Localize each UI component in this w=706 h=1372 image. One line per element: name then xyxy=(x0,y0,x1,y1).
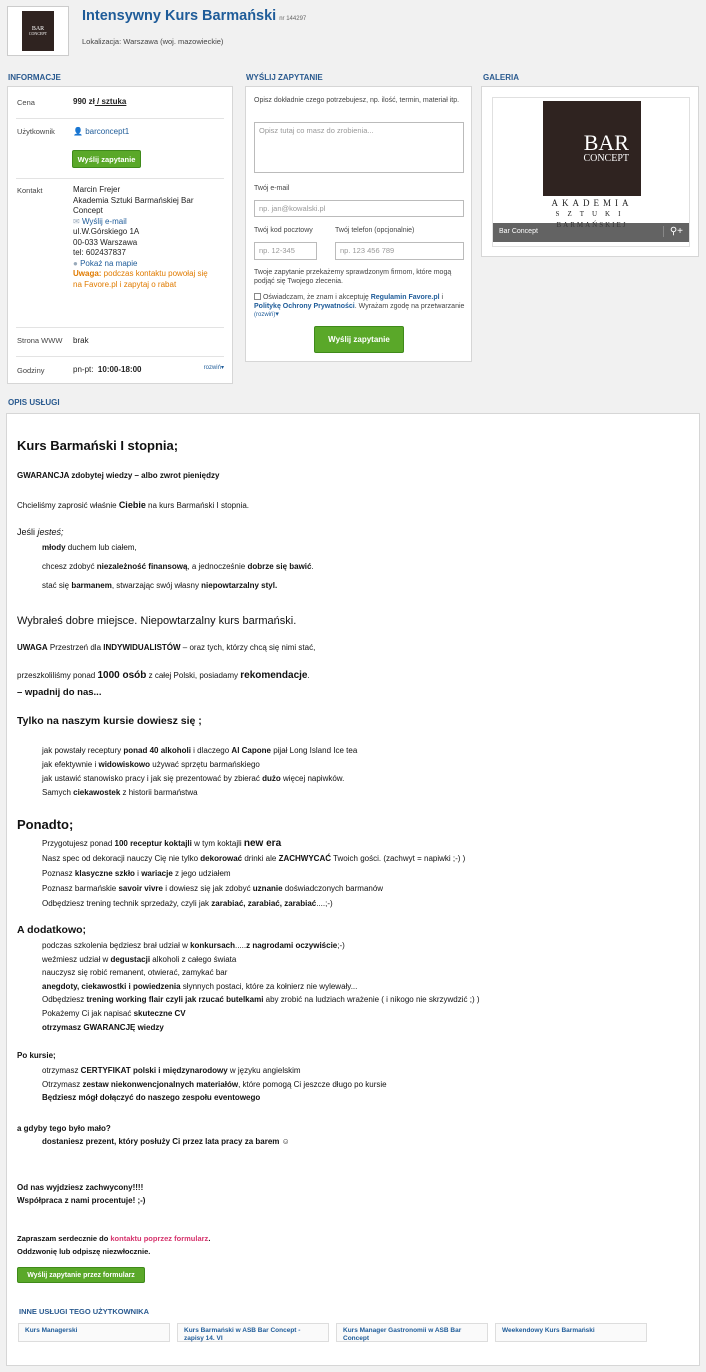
send-email-link[interactable]: ✉ Wyślij e-mail xyxy=(73,216,127,226)
location-text: Lokalizacja: Warszawa (woj. mazowieckie) xyxy=(82,37,224,46)
subheading: Po kursie; xyxy=(17,1051,56,1060)
inquiry-intro: Opisz dokładnie czego potrzebujesz, np. ilość, termin, materiał itp. xyxy=(254,97,460,104)
www-value: brak xyxy=(73,336,89,345)
gallery-panel xyxy=(481,86,699,257)
list-item: Przygotujesz ponad 100 receptur koktajli w tym koktajli new era xyxy=(42,838,282,849)
contact-label: Kontakt xyxy=(17,186,43,195)
list-item: jak ustawić stanowisko pracy i jak się prezentować by zbierać dużo więcej napiwków. xyxy=(42,774,345,783)
privacy-link[interactable]: Politykę Ochrony Prywatności xyxy=(254,302,355,310)
contact-block xyxy=(73,185,208,290)
list-item: anegdoty, ciekawostki i powiedzenia słynnych postaci, które za kołnierz nie wylewały... xyxy=(42,981,358,991)
list-item: stać się barmanem, stwarzając swój własny niepowtarzalny styl. xyxy=(42,581,278,590)
map-pin-icon: ● xyxy=(73,258,78,268)
list-item: jak efektywnie i widowiskowo używać sprzętu barmańskiego xyxy=(42,760,260,769)
list-item: Samych ciekawostek z historii barmaństwa xyxy=(42,788,198,797)
subheading: Wybrałeś dobre miejsce. Niepowtarzalny kurs barmański. xyxy=(17,615,297,627)
list-item: Poznasz barmańskie savoir vivre i dowiesz się jak zdobyć uznanie doświadczonych barmanów xyxy=(42,884,384,893)
contact-street: ul.W.Górskiego 1A xyxy=(73,227,140,236)
consent-text: Oświadczam, że znam i akceptuję Regulamin Favore.pl i Politykę Ochrony Prywatności. Wyrażam zgodę na przetwarzanie (rozwiń)▾ xyxy=(254,294,465,318)
subheading: Tylko na naszym kursie dowiesz się ; xyxy=(17,715,202,727)
list-item: weźmiesz udział w degustacji alkoholi z całego świata xyxy=(42,954,237,964)
divider xyxy=(16,118,224,119)
gallery-caption: Bar Concept xyxy=(499,228,538,235)
divider xyxy=(16,178,224,179)
user-icon: 👤 xyxy=(73,127,83,136)
description-heading: OPIS USŁUGI xyxy=(8,398,60,407)
service-card[interactable]: Kurs Barmański w ASB Bar Concept - zapisy 14. VI xyxy=(177,1323,329,1342)
email-label: Twój e-mail xyxy=(254,185,290,192)
www-label: Strona WWW xyxy=(17,336,63,345)
divider xyxy=(16,356,224,357)
price-value: 990 zł / sztuka xyxy=(73,97,127,106)
list-item: podczas szkolenia będziesz brał udział w konkursach.....z nagrodami oczywiście;-) xyxy=(42,941,345,950)
only-list xyxy=(42,744,357,800)
form-inquiry-button[interactable]: Wyślij zapytanie przez formularz xyxy=(17,1267,145,1283)
page-title: Intensywny Kurs Barmański nr 144297 xyxy=(82,8,307,24)
list-item: Nasz spec od dekoracji nauczy Cię nie tylko dekorować drinki ale ZACHWYCAĆ Twoich gości. (zachwyt = napiwki ;-) ) xyxy=(42,854,466,863)
contact-city: 00-033 Warszawa xyxy=(73,237,138,247)
list-item: otrzymasz GWARANCJĘ wiedzy xyxy=(42,1022,164,1032)
consent-checkbox[interactable] xyxy=(254,293,261,300)
inquiry-note: Twoje zapytanie przekażemy sprawdzonym firmom, które mogą podjąć się Twojego zlecenia. xyxy=(254,269,452,285)
info-panel xyxy=(7,86,233,384)
list-item: nauczysz się robić remanent, otwierać, zamykać bar xyxy=(42,968,228,978)
more-list xyxy=(42,836,465,911)
gallery-heading: GALERIA xyxy=(483,73,519,82)
guarantee-text: GWARANCJA zdobytej wiedzy – albo zwrot pieniędzy xyxy=(17,471,220,480)
inquiry-panel xyxy=(245,86,472,362)
contact-name: Marcin Frejer xyxy=(73,185,121,194)
list-item: Poznasz klasyczne szkło i wariacje z jego udziałem xyxy=(42,869,231,878)
list-item: Pokażemy Ci jak napisać skuteczne CV xyxy=(42,1008,186,1018)
chevron-down-icon: ▾ xyxy=(220,365,224,371)
consent-expand-link[interactable]: (rozwiń) xyxy=(254,312,276,318)
list-item: Będziesz mógł dołączyć do naszego zespołu eventowego xyxy=(42,1093,261,1103)
subheading: Ponadto; xyxy=(17,817,74,832)
course-heading: Kurs Barmański I stopnia; xyxy=(17,438,179,453)
gallery-caption-bar xyxy=(493,223,689,242)
logo-mark: BAR CONCEPT xyxy=(22,11,54,51)
closing-text: Od nas wyjdziesz zachwycony!!!! Współpraca z nami procentuje! ;-) xyxy=(17,1183,146,1205)
page-header xyxy=(7,6,699,60)
service-card[interactable]: Kurs Manager Gastronomii w ASB Bar Concept xyxy=(336,1323,488,1342)
extra-list xyxy=(42,939,480,1034)
inquiry-heading: WYŚLIJ ZAPYTANIE xyxy=(246,73,323,82)
description-panel xyxy=(6,413,700,1366)
contact-org: Concept xyxy=(73,206,103,215)
form-invite: Zapraszam serdecznie do kontaktu poprzez formularz. Oddzwonię lub odpiszę niezwłocznie. xyxy=(17,1234,211,1256)
contact-phone: tel: 602437837 xyxy=(73,248,126,257)
contact-form-link[interactable]: kontaktu poprzez formularz xyxy=(110,1234,209,1243)
user-label: Użytkownik xyxy=(17,127,55,136)
hours-value: pn-pt: 10:00-18:00 xyxy=(73,365,142,374)
list-item: jak powstały receptury ponad 40 alkoholi i dlaczego Al Capone pijał Long Island Ice tea xyxy=(42,746,358,755)
after-list xyxy=(42,1064,387,1105)
list-item: Odbędziesz trening technik sprzedaży, czyli jak zarabiać, zarabiać, zarabiać....;-) xyxy=(42,899,333,908)
service-card[interactable]: Weekendowy Kurs Barmański xyxy=(495,1323,647,1342)
list-item: Otrzymasz zestaw niekonwencjonalnych materiałów, które pomogą Ci jeszcze długo po kursie xyxy=(42,1079,387,1089)
gift-text: dostaniesz prezent, który posłuży Ci przez lata pracy za barem ☺ xyxy=(42,1137,290,1146)
zoom-icon[interactable]: ⚲+ xyxy=(663,226,683,237)
info-heading: INFORMACJE xyxy=(8,73,61,82)
postal-label: Twój kod pocztowy xyxy=(254,227,313,234)
postal-code-field[interactable]: np. 12-345 xyxy=(254,242,317,260)
mail-icon: ✉ xyxy=(73,216,80,226)
phone-label: Twój telefon (opcjonalnie) xyxy=(335,227,415,234)
price-label: Cena xyxy=(17,98,35,107)
chevron-down-icon: ▾ xyxy=(275,311,279,318)
list-item: młody duchem lub ciałem, xyxy=(42,543,137,552)
trained-text: przeszkoliliśmy ponad 1000 osób z całej Polski, posiadamy rekomendacje. xyxy=(17,670,310,681)
list-item: otrzymasz CERTYFIKAT polski i międzynarodowy w języku angielskim xyxy=(42,1066,301,1075)
drop-in-text: – wpadnij do nas... xyxy=(17,687,102,698)
discount-notice: Uwaga: podczas kontaktu powołaj się xyxy=(73,269,208,278)
company-logo[interactable] xyxy=(7,6,69,56)
contact-org: Akademia Sztuki Barmańskiej Bar xyxy=(73,195,194,205)
phone-field[interactable]: np. 123 456 789 xyxy=(335,242,464,260)
hours-label: Godziny xyxy=(17,366,45,375)
discount-notice: na Favore.pl i zapytaj o rabat xyxy=(73,279,177,289)
question-text: a gdyby tego było mało? xyxy=(17,1124,111,1133)
other-services-heading: INNE USŁUGI TEGO UŻYTKOWNIKA xyxy=(19,1307,149,1316)
submit-inquiry-button[interactable]: Wyślij zapytanie xyxy=(314,326,404,353)
invite-text: Chcieliśmy zaprosić właśnie Ciebie na kurs Barmański I stopnia. xyxy=(17,500,249,510)
offer-number: nr 144297 xyxy=(279,16,307,22)
hours-expand-link[interactable]: rozwiń▾ xyxy=(203,365,224,371)
list-item: Odbędziesz trening working flair czyli jak rzucać butelkami aby zrobić na ludziach wrażenie ( i nikogo nie skrzywdzić ;) ) xyxy=(42,995,480,1005)
gallery-image[interactable] xyxy=(492,97,690,247)
uwaga-text: UWAGA Przestrzeń dla INDYWIDUALISTÓW – oraz tych, którzy chcą się nimi stać, xyxy=(17,643,316,652)
terms-link[interactable]: Regulamin Favore.pl xyxy=(370,294,440,301)
request-textarea[interactable]: Opisz tutaj co masz do zrobienia... xyxy=(254,122,464,173)
logo-subtitle: AKADEMIA SZTUKI xyxy=(551,198,633,218)
list-item: chcesz zdobyć niezależność finansową, a jednocześnie dobrze się bawić. xyxy=(42,562,314,571)
subheading: A dodatkowo; xyxy=(17,924,87,936)
if-text: Jeśli jesteś; xyxy=(17,527,64,537)
email-field[interactable]: np. jan@kowalski.pl xyxy=(254,200,464,217)
show-map-link[interactable]: ● Pokaż na mapie xyxy=(73,258,138,268)
barconcept-logo: BAR CONCEPT xyxy=(543,101,641,196)
divider xyxy=(16,327,224,328)
send-inquiry-button[interactable]: Wyślij zapytanie xyxy=(72,150,141,168)
service-card[interactable]: Kurs Managerski xyxy=(18,1323,170,1342)
user-link[interactable]: 👤 barconcept1 xyxy=(73,127,130,136)
